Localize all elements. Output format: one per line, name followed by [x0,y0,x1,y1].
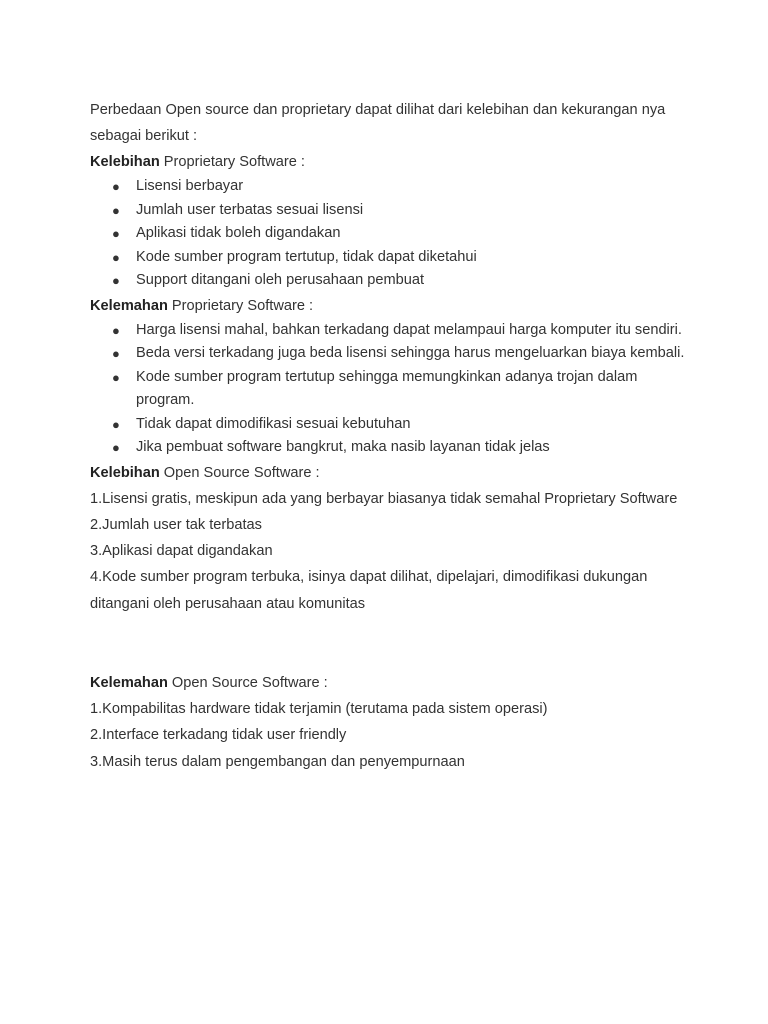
heading-rest: Proprietary Software : [167,297,314,314]
proprietary-disadvantages-list [90,319,690,460]
list-item: ● Aplikasi tidak boleh digandakan [90,222,690,246]
heading-bold: Kelemahan [90,297,168,314]
list-item: ● Jumlah user terbatas sesuai lisensi [90,199,690,223]
list-item: ● Lisensi berbayar [90,175,690,199]
list-item: ● Kode sumber program tertutup, tidak dapat diketahui [90,246,690,270]
blank-line [90,617,690,670]
proprietary-disadvantages-heading [90,293,690,319]
bullet-icon: ● [112,179,120,194]
bullet-icon: ● [112,346,120,361]
bullet-icon: ● [112,416,120,432]
bullet-icon: ● [112,440,120,455]
bullet-icon: ● [112,226,120,241]
numbered-item: 3.Masih terus dalam pengembangan dan penyempurnaan [90,753,465,770]
numbered-item: 2.Jumlah user tak terbatas [90,516,262,533]
heading-rest: Open Source Software : [167,674,328,691]
open-source-disadvantages-heading [90,670,690,696]
list-item: ● Jika pembuat software bangkrut, maka nasib layanan tidak jelas [90,436,690,460]
heading-rest: Proprietary Software : [159,154,305,170]
list-item: ● Kode sumber program tertutup sehingga memungkinkan adanya trojan dalam program. [90,366,690,413]
list-item: ● Beda versi terkadang juga beda lisensi sehingga harus mengeluarkan biaya kembali. [90,342,690,366]
list-item: ● Support ditangani oleh perusahaan pembuat [90,269,690,293]
proprietary-advantages-list [90,175,690,293]
bullet-icon: ● [112,202,120,218]
list-item: ● Harga lisensi mahal, bahkan terkadang dapat melampaui harga komputer itu sendiri. [90,319,690,343]
numbered-item: 3.Aplikasi dapat digandakan [90,543,273,560]
numbered-item: 1.Kompabilitas hardware tidak terjamin (terutama pada sistem operasi) [90,700,548,717]
proprietary-advantages-heading [90,149,690,175]
heading-bold: Kelebihan [90,464,160,481]
bullet-icon: ● [112,273,120,288]
bullet-icon: ● [112,322,120,338]
bullet-icon: ● [112,369,120,385]
numbered-item: 1.Lisensi gratis, meskipun ada yang berbayar biasanya tidak semahal Proprietary Software [90,490,678,507]
open-source-advantages-heading [90,460,690,486]
heading-bold: Kelemahan [90,674,168,691]
heading-bold: Kelebihan [90,154,160,170]
list-item: ● Tidak dapat dimodifikasi sesuai kebutuhan [90,413,690,437]
document-body [90,97,690,775]
numbered-item: 4.Kode sumber program terbuka, isinya dapat dilihat, dipelajari, dimodifikasi dukungan ditangani oleh perusahaan atau komunitas [90,569,648,612]
bullet-icon: ● [112,249,120,265]
intro-paragraph: Perbedaan Open source dan proprietary dapat dilihat dari kelebihan dan kekurangan nya sebagai berikut : [90,102,666,144]
numbered-item: 2.Interface terkadang tidak user friendly [90,727,347,744]
heading-rest: Open Source Software : [159,464,320,481]
